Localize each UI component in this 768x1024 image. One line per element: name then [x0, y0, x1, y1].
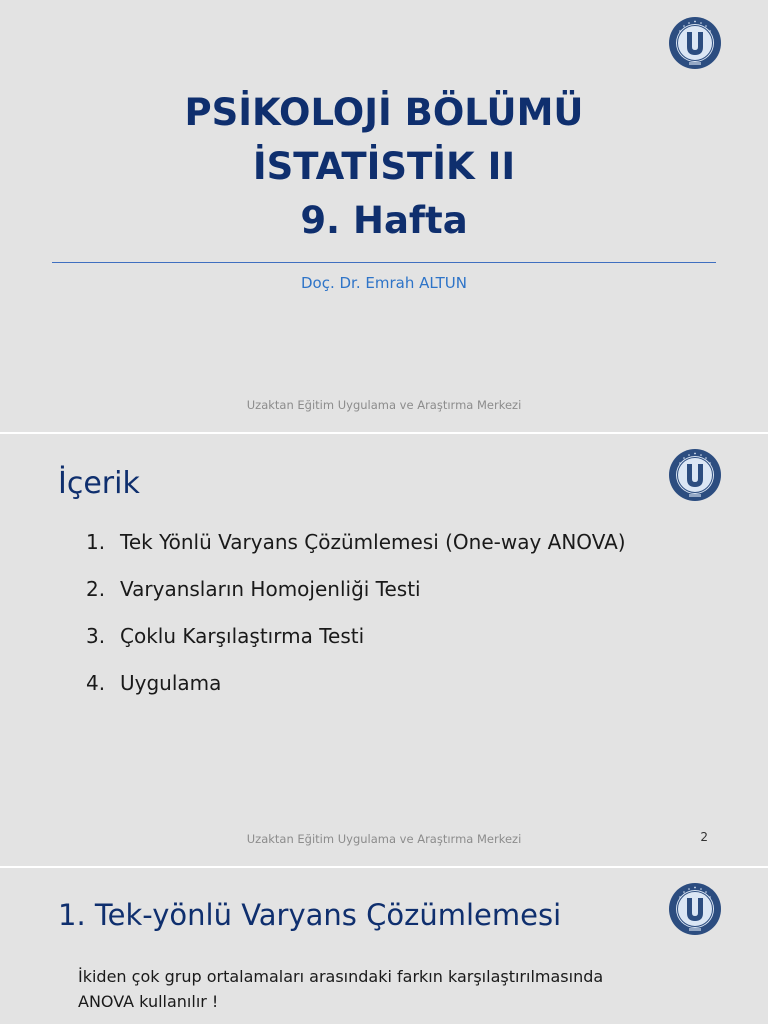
slide-heading: İçerik	[58, 466, 140, 501]
title-slide	[0, 0, 768, 432]
university-seal-icon	[668, 882, 722, 936]
section-slide	[0, 868, 768, 1024]
body-line: İkiden çok grup ortalamaları arasındaki farkın karşılaştırılmasında	[78, 967, 604, 986]
list-item	[86, 624, 626, 671]
list-item-label: Tek Yönlü Varyans Çözümlemesi (One-way ANOVA)	[120, 530, 626, 554]
contents-slide	[0, 434, 768, 866]
body-text	[78, 964, 708, 1014]
contents-list	[86, 530, 626, 718]
title-line-course: İSTATİSTİK II	[252, 145, 516, 188]
title-divider	[52, 262, 716, 263]
list-item-label: Varyansların Homojenliği Testi	[120, 577, 421, 601]
list-item	[86, 530, 626, 577]
list-item-number: 4.	[86, 671, 106, 695]
list-item	[86, 577, 626, 624]
list-item	[86, 671, 626, 718]
author-name: Doç. Dr. Emrah ALTUN	[300, 274, 468, 292]
slide-title	[0, 86, 768, 248]
footer-text: Uzaktan Eğitim Uygulama ve Araştırma Merkezi	[246, 398, 522, 412]
list-item-number: 1.	[86, 530, 106, 554]
title-line-week: 9. Hafta	[300, 199, 468, 242]
body-line: ANOVA kullanılır !	[78, 992, 219, 1011]
list-item-number: 3.	[86, 624, 106, 648]
university-seal-icon	[668, 16, 722, 70]
university-seal-icon	[668, 448, 722, 502]
list-item-number: 2.	[86, 577, 106, 601]
title-line-department: PSİKOLOJİ BÖLÜMÜ	[184, 91, 584, 134]
page-number: 2	[700, 830, 708, 844]
list-item-label: Uygulama	[120, 671, 222, 695]
footer-text: Uzaktan Eğitim Uygulama ve Araştırma Merkezi	[246, 832, 522, 846]
slide-heading: 1. Tek-yönlü Varyans Çözümlemesi	[58, 898, 562, 932]
list-item-label: Çoklu Karşılaştırma Testi	[120, 624, 365, 648]
